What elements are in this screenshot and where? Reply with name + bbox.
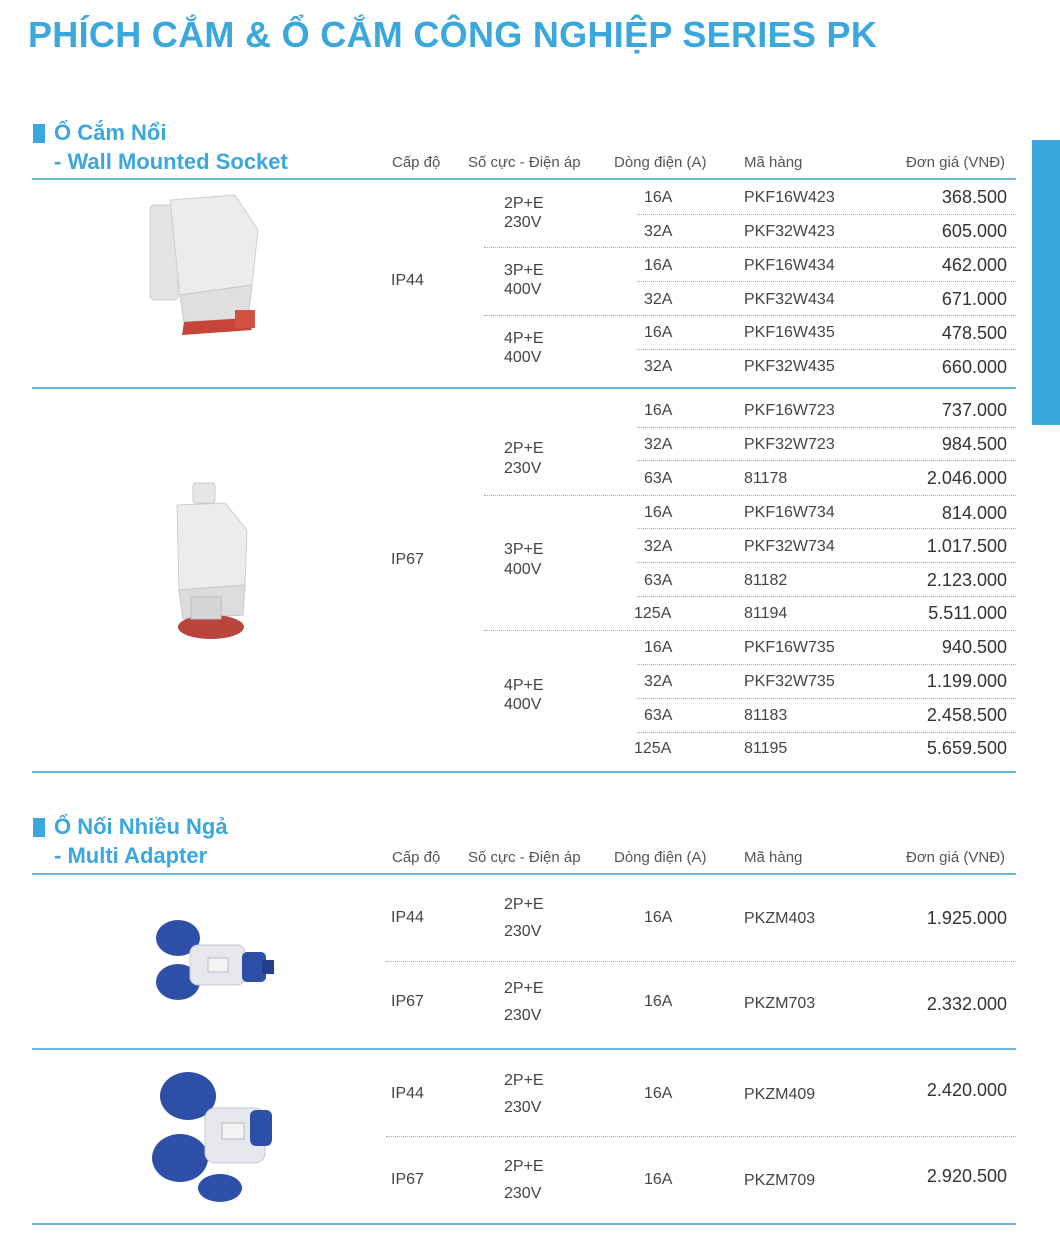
group-divider [484, 315, 1016, 316]
header-current: Dòng điện (A) [614, 154, 707, 171]
row-divider [386, 1136, 1016, 1137]
pole-cell: 3P+E [504, 262, 544, 279]
current-cell: 63A [644, 572, 673, 589]
header-poles: Số cực - Điện áp [468, 849, 581, 866]
voltage-cell: 230V [504, 1185, 542, 1202]
pole-cell: 2P+E [504, 980, 544, 997]
voltage-cell: 230V [504, 1099, 542, 1116]
code-cell: PKF16W723 [744, 402, 835, 419]
voltage-cell: 230V [504, 1007, 542, 1024]
row-divider [637, 596, 1016, 597]
current-cell: 16A [644, 909, 673, 926]
current-cell: 125A [634, 740, 672, 757]
pole-cell: 2P+E [504, 440, 544, 457]
price-cell: 2.920.500 [926, 1166, 1007, 1186]
header-poles: Số cực - Điện áp [468, 154, 581, 171]
price-cell: 940.500 [941, 637, 1007, 657]
price-cell: 368.500 [941, 187, 1007, 207]
current-cell: 32A [644, 538, 673, 555]
level-cell: IP44 [391, 272, 424, 289]
price-cell: 462.000 [941, 255, 1007, 275]
current-cell: 32A [644, 358, 673, 375]
header-price: Đơn giá (VNĐ) [906, 849, 1006, 866]
pole-cell: 2P+E [504, 1158, 544, 1175]
row-divider [637, 732, 1016, 733]
current-cell: 16A [644, 402, 673, 419]
code-cell: 81183 [744, 707, 788, 724]
current-cell: 63A [644, 707, 673, 724]
header-level: Cấp độ [392, 849, 441, 866]
price-cell: 5.659.500 [926, 738, 1007, 758]
price-cell: 2.458.500 [926, 705, 1007, 725]
current-cell: 16A [644, 1171, 673, 1188]
section-end-rule [32, 1223, 1016, 1225]
row-divider [637, 349, 1016, 350]
voltage-cell: 400V [504, 696, 542, 713]
row-divider [637, 528, 1016, 529]
price-cell: 2.123.000 [926, 570, 1007, 590]
section-marker [33, 124, 45, 143]
wall-socket-ip67-image [165, 475, 275, 645]
current-cell: 16A [644, 1085, 673, 1102]
code-cell: PKF32W723 [744, 436, 835, 453]
current-cell: 32A [644, 291, 673, 308]
current-cell: 16A [644, 257, 673, 274]
code-cell: PKF32W435 [744, 358, 835, 375]
wall-socket-ip44-image [140, 190, 270, 340]
pole-cell: 2P+E [504, 896, 544, 913]
group-divider [484, 495, 1016, 496]
price-cell: 2.332.000 [926, 994, 1007, 1014]
voltage-cell: 400V [504, 561, 542, 578]
code-cell: PKF32W423 [744, 223, 835, 240]
pole-cell: 4P+E [504, 677, 544, 694]
side-tab [1032, 140, 1060, 425]
voltage-cell: 400V [504, 281, 542, 298]
row-divider [637, 281, 1016, 282]
code-cell: PKZM703 [744, 995, 816, 1012]
group-divider [484, 247, 1016, 248]
current-cell: 32A [644, 673, 673, 690]
section-subtitle-1: - Wall Mounted Socket [54, 149, 288, 174]
voltage-cell: 400V [504, 349, 542, 366]
price-cell: 814.000 [941, 503, 1007, 523]
header-rule [32, 178, 1016, 180]
voltage-cell: 230V [504, 923, 542, 940]
code-cell: PKF16W735 [744, 639, 835, 656]
code-cell: PKZM709 [744, 1172, 816, 1189]
multi-adapter-3way-image [150, 1068, 280, 1208]
pole-cell: 4P+E [504, 330, 544, 347]
row-divider [637, 427, 1016, 428]
current-cell: 63A [644, 470, 673, 487]
row-divider [386, 961, 1016, 962]
pole-cell: 3P+E [504, 541, 544, 558]
code-cell: 81195 [744, 740, 788, 757]
code-cell: PKZM409 [744, 1086, 816, 1103]
current-cell: 16A [644, 639, 673, 656]
code-cell: 81194 [744, 605, 788, 622]
section-end-rule [32, 771, 1016, 773]
price-cell: 5.511.000 [928, 603, 1007, 623]
price-cell: 984.500 [941, 434, 1007, 454]
code-cell: PKF32W434 [744, 291, 835, 308]
price-cell: 1.199.000 [926, 671, 1007, 691]
header-price: Đơn giá (VNĐ) [906, 154, 1006, 171]
price-cell: 605.000 [941, 221, 1007, 241]
code-cell: PKF32W735 [744, 673, 835, 690]
price-cell: 1.925.000 [926, 908, 1007, 928]
header-current: Dòng điện (A) [614, 849, 707, 866]
code-cell: 81178 [744, 470, 788, 487]
level-cell: IP44 [391, 909, 424, 926]
price-cell: 2.046.000 [926, 468, 1007, 488]
pole-cell: 2P+E [504, 1072, 544, 1089]
code-cell: 81182 [744, 572, 788, 589]
pole-cell: 2P+E [504, 195, 544, 212]
code-cell: PKF16W423 [744, 189, 835, 206]
multi-adapter-2way-image [150, 910, 280, 1010]
header-code: Mã hàng [744, 154, 803, 171]
group-rule [32, 1048, 1016, 1050]
current-cell: 125A [634, 605, 672, 622]
voltage-cell: 230V [504, 460, 542, 477]
row-divider [637, 562, 1016, 563]
section-title-2: Ổ Nối Nhiều Ngả [54, 814, 228, 839]
code-cell: PKF32W734 [744, 538, 835, 555]
level-cell: IP67 [391, 551, 424, 568]
current-cell: 16A [644, 504, 673, 521]
current-cell: 16A [644, 324, 673, 341]
level-cell: IP44 [391, 1085, 424, 1102]
row-divider [637, 460, 1016, 461]
row-divider [637, 664, 1016, 665]
price-cell: 1.017.500 [926, 536, 1007, 556]
code-cell: PKZM403 [744, 910, 816, 927]
level-cell: IP67 [391, 1171, 424, 1188]
current-cell: 16A [644, 993, 673, 1010]
header-level: Cấp độ [392, 154, 441, 171]
current-cell: 16A [644, 189, 673, 206]
section-title-1: Ổ Cắm Nổi [54, 120, 167, 145]
current-cell: 32A [644, 223, 673, 240]
group-divider [484, 630, 1016, 631]
code-cell: PKF16W435 [744, 324, 835, 341]
page-title: PHÍCH CẮM & Ổ CẮM CÔNG NGHIỆP SERIES PK [28, 14, 878, 55]
row-divider [637, 698, 1016, 699]
header-rule [32, 873, 1016, 875]
price-cell: 2.420.000 [926, 1080, 1007, 1100]
section-subtitle-2: - Multi Adapter [54, 843, 208, 868]
section-marker [33, 818, 45, 837]
voltage-cell: 230V [504, 214, 542, 231]
price-cell: 478.500 [941, 323, 1007, 343]
current-cell: 32A [644, 436, 673, 453]
header-code: Mã hàng [744, 849, 803, 866]
group-rule [32, 387, 1016, 389]
level-cell: IP67 [391, 993, 424, 1010]
price-cell: 671.000 [941, 289, 1007, 309]
code-cell: PKF16W434 [744, 257, 835, 274]
price-cell: 737.000 [941, 400, 1007, 420]
price-cell: 660.000 [941, 357, 1007, 377]
code-cell: PKF16W734 [744, 504, 835, 521]
row-divider [637, 214, 1016, 215]
